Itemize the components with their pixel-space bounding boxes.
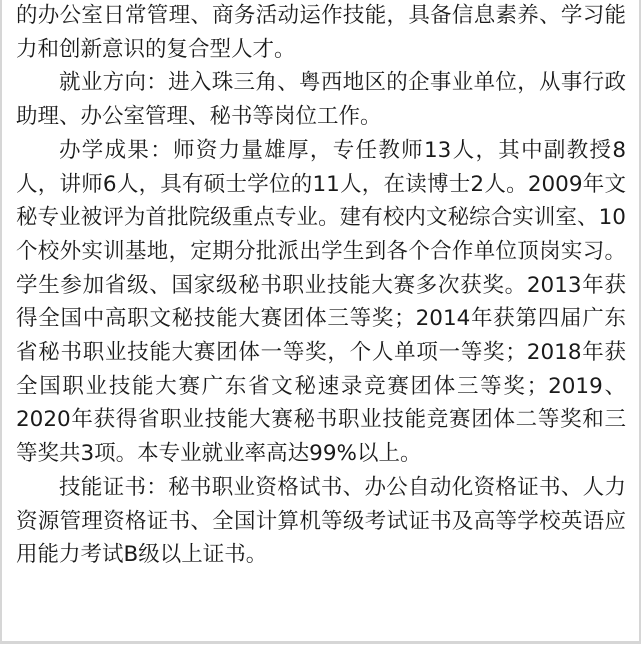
paragraph-achievements: 办学成果：师资力量雄厚，专任教师13人，其中副教授8人，讲师6人，具有硕士学位的11人，在读博士2人。2009年文秘专业被评为首批院级重点专业。建有校内文秘综合实训室、10个校外实训基地，定期分批派出学生到各个合作单位顶岗实习。学生参加省级、国家级秘书职业技能大赛多次获奖。2013年获得全国中高职文秘技能大赛团体三等奖；2014年获第四届广东省秘书职业技能大赛团体一等奖，个人单项一等奖；2018年获全国职业技能大赛广东省文秘速录竞赛团体三等奖；2019、2020年获得省职业技能大赛秘书职业技能竞赛团体二等奖和三等奖共3项。本专业就业率高达99%以上。	[16, 137, 626, 467]
paragraph-employment-direction: 就业方向：进入珠三角、粤西地区的企事业单位，从事行政助理、办公室管理、秘书等岗位工作。	[16, 70, 626, 130]
paragraph-skill-certificates: 技能证书：秘书职业资格试书、办公自动化资格证书、人力资源管理资格证书、全国计算机等级考试证书及高等学校英语应用能力考试B级以上证书。	[16, 474, 626, 568]
document-body	[16, 0, 626, 572]
paragraph-talent-goal: 的办公室日常管理、商务活动运作技能，具备信息素养、学习能力和创新意识的复合型人才。	[16, 3, 626, 62]
